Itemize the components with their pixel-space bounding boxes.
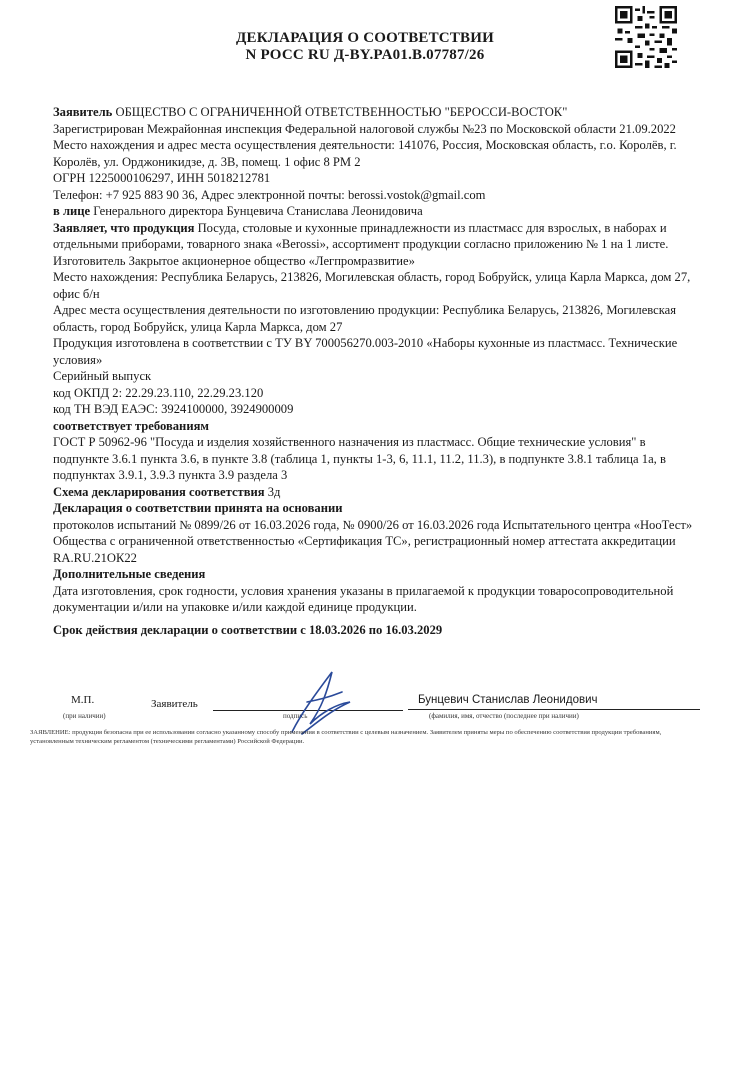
tn-ved-code: код ТН ВЭД ЕАЭС: 3924100000, 3924900009 xyxy=(53,402,294,416)
document-body xyxy=(53,104,693,638)
applicant-contacts: Телефон: +7 925 883 90 36, Адрес электронной почты: berossi.vostok@gmail.com xyxy=(53,187,486,202)
product-declaration xyxy=(53,220,693,253)
footnote-statement: ЗАЯВЛЕНИЕ: продукция безопасна при ее использовании согласно указанному способу применения в соответствии с целевым назначением. Заявителем приняты меры по обеспечению соответствия продукции требованиям, установленным техническим регламентом (техническими регламентами) Российской Федерации. xyxy=(30,729,662,745)
document-header xyxy=(150,30,580,64)
applicant-address: Место нахождения и адрес места осуществления деятельности: 141076, Россия, Московская область, г.о. Королёв, г. Королёв, ул. Орджоникидзе, д. 3В, помещ. 1 офис 8 РМ 2 xyxy=(53,138,677,169)
stamp-label: М.П. xyxy=(71,694,95,706)
okpd-code: код ОКПД 2: 22.29.23.110, 22.29.23.120 xyxy=(53,385,264,400)
represented-label: в лице xyxy=(53,204,91,218)
scheme-label: Схема декларирования соответствия xyxy=(53,484,265,499)
stamp-note: (при наличии) xyxy=(63,712,106,720)
signature-row xyxy=(53,694,701,724)
applicant-line xyxy=(53,104,693,121)
serial-release: Серийный выпуск xyxy=(53,369,152,383)
signatory-name: Бунцевич Станислав Леонидович xyxy=(418,694,598,706)
scheme-line xyxy=(53,484,693,501)
product-label: Заявляет, что продукция xyxy=(53,220,195,235)
requirements-text: ГОСТ Р 50962-96 "Посуда и изделия хозяйственного назначения из пластмасс. Общие технические условия" в подпункте 3.6.1 пункта 3.6, в пункте 3.8 (таблица 1, пункты 1-3, 6, 11.1, 11.2, 11.3), в подпункте 3.8.1 таблица 1а, в подпунктах 3.9.1, 3.9.3 пункта 3.9 раздела 3 xyxy=(53,435,666,482)
additional-label: Дополнительные сведения xyxy=(53,567,206,581)
basis-label: Декларация о соответствии принята на основании xyxy=(53,501,343,515)
applicant-registration: Зарегистрирован Межрайонная инспекция Федеральной налоговой службы №23 по Московской области 21.09.2022 xyxy=(53,121,676,136)
applicant-ogrn: ОГРН 1225000106297, ИНН 5018212781 xyxy=(53,171,271,185)
represented-line xyxy=(53,203,693,220)
validity-period: Срок действия декларации о соответствии с 18.03.2026 по 16.03.2029 xyxy=(53,622,443,637)
scheme-value: 3д xyxy=(267,484,281,499)
qr-code-icon xyxy=(615,6,677,68)
signatory-line xyxy=(408,709,700,710)
applicant-name: ОБЩЕСТВО С ОГРАНИЧЕННОЙ ОТВЕТСТВЕННОСТЬЮ "БЕРОССИ-ВОСТОК" xyxy=(115,105,568,119)
applicant-label: Заявитель xyxy=(53,105,113,119)
document-number: N РОСС RU Д-BY.PA01.B.07787/26 xyxy=(245,47,485,63)
additional-text: Дата изготовления, срок годности, условия хранения указаны в прилагаемой к продукции товаросопроводительной документации и/или на упаковке и/или каждой единице продукции. xyxy=(53,583,674,614)
manufacturer-name: Изготовитель Закрытое акционерное общество «Легпромразвитие» xyxy=(53,253,415,268)
production-standard: Продукция изготовлена в соответствии с ТУ BY 700056270.003-2010 «Наборы кухонные из пластмасс. Технические условия» xyxy=(53,336,678,367)
requirements-label: соответствует требованиям xyxy=(53,418,209,433)
production-address: Адрес места осуществления деятельности по изготовлению продукции: Республика Беларусь, 213826, Могилевская область, город Бобруйск, улица Карла Маркса, дом 27 xyxy=(53,303,677,334)
signature-note: подпись xyxy=(283,712,308,720)
signatory-note: (фамилия, имя, отчество (последнее при наличии) xyxy=(429,712,579,720)
basis-text: протоколов испытаний № 0899/26 от 16.03.2026 года, № 0900/26 от 16.03.2026 года Испытательного центра «НооТест» Общества с ограниченной ответственностью «Сертификация ТС», регистрационный номер аттестата аккредитации RA.RU.21ОК22 xyxy=(53,517,693,565)
product-description: Посуда, столовые и кухонные принадлежности из пластмасс для взрослых, в наборах и отдельными приборами, товарного знака «Berossi», ассортимент продукции согласно приложению № 1 на 1 листе. xyxy=(53,220,669,251)
document-title: ДЕКЛАРАЦИЯ О СООТВЕТСТВИИ xyxy=(236,30,494,46)
represented-by: Генерального директора Бунцевича Станислава Леонидовича xyxy=(93,204,423,218)
manufacturer-location: Место нахождения: Республика Беларусь, 213826, Могилевская область, город Бобруйск, улица Карла Маркса, дом 27, офис б/н xyxy=(53,270,691,301)
applicant-sign-label: Заявитель xyxy=(151,698,198,710)
